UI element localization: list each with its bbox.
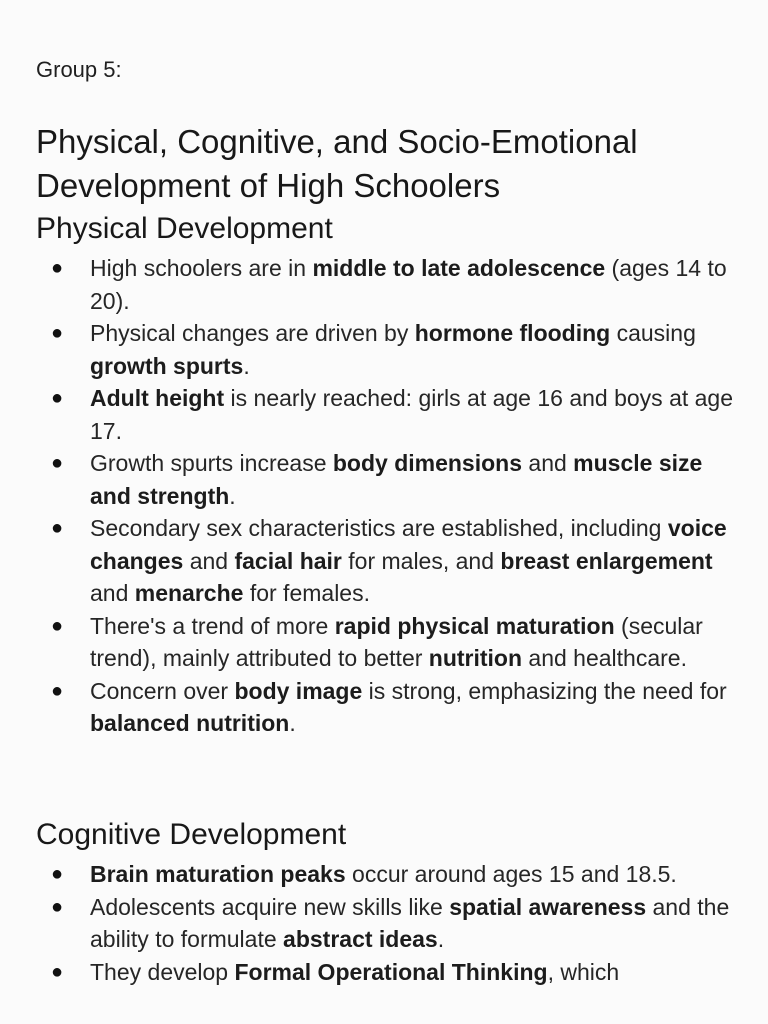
bold-term: muscle size and strength bbox=[90, 450, 703, 509]
bold-term: abstract ideas bbox=[283, 926, 438, 952]
body-text: (ages 14 to 20). bbox=[90, 255, 727, 314]
bold-term: balanced nutrition bbox=[90, 710, 290, 736]
body-text: , which bbox=[547, 958, 620, 985]
list-item bbox=[36, 610, 736, 675]
body-text: and the ability to formulate bbox=[90, 893, 730, 952]
list-item bbox=[36, 447, 736, 512]
bullet-dot-icon: ● bbox=[51, 679, 64, 702]
bold-term: body dimensions bbox=[332, 450, 523, 476]
body-text: There's a trend of more bbox=[90, 612, 335, 639]
body-text: . bbox=[229, 482, 236, 509]
body-text: High schoolers are in bbox=[90, 255, 313, 281]
section-heading-physical: Physical Development bbox=[36, 212, 333, 245]
bold-term: facial hair bbox=[234, 547, 342, 574]
bold-term: rapid physical maturation bbox=[334, 612, 615, 639]
bullet-dot-icon: ● bbox=[51, 257, 64, 279]
bullet-dot-icon: ● bbox=[51, 387, 64, 409]
bold-term: nutrition bbox=[428, 645, 523, 671]
bold-term: hormone flooding bbox=[414, 320, 611, 346]
body-text: Adolescents acquire new skills like bbox=[90, 893, 450, 920]
bullet-dot-icon: ● bbox=[51, 895, 64, 918]
body-text: Secondary sex characteristics are established, including bbox=[90, 515, 668, 541]
list-item bbox=[36, 252, 736, 317]
bold-term: Brain maturation peaks bbox=[90, 861, 346, 887]
bullet-dot-icon: ● bbox=[51, 863, 64, 885]
body-text: Growth spurts increase bbox=[90, 450, 333, 476]
body-text: Concern over bbox=[90, 677, 235, 704]
body-text: for males, and bbox=[341, 547, 501, 574]
body-text: and bbox=[183, 547, 235, 574]
list-item bbox=[36, 512, 736, 610]
cognitive-bullet-list bbox=[36, 858, 736, 988]
list-item bbox=[36, 382, 736, 447]
page-title: Physical, Cognitive, and Socio-Emotional Development of High Schoolers bbox=[36, 123, 638, 204]
body-text: and bbox=[522, 450, 574, 476]
body-text: occur around ages 15 and 18.5. bbox=[345, 861, 677, 887]
body-text: for females. bbox=[243, 580, 370, 606]
list-item bbox=[36, 858, 736, 891]
bullet-dot-icon: ● bbox=[51, 517, 64, 539]
bullet-dot-icon: ● bbox=[51, 452, 64, 474]
body-text: and healthcare. bbox=[522, 645, 687, 671]
body-text: causing bbox=[610, 320, 696, 346]
body-text: Physical changes are driven by bbox=[90, 320, 415, 346]
bullet-dot-icon: ● bbox=[51, 322, 64, 344]
bullet-dot-icon: ● bbox=[51, 960, 64, 983]
physical-bullet-list bbox=[36, 252, 736, 740]
bullet-dot-icon: ● bbox=[51, 614, 64, 637]
section-heading-cognitive: Cognitive Development bbox=[36, 818, 347, 851]
list-item bbox=[36, 675, 736, 740]
bold-term: menarche bbox=[134, 580, 244, 606]
body-text: . bbox=[243, 352, 250, 379]
list-item bbox=[36, 891, 736, 956]
bold-term: growth spurts bbox=[90, 352, 244, 379]
bold-term: body image bbox=[234, 677, 363, 704]
body-text: is strong, emphasizing the need for bbox=[362, 677, 727, 704]
body-text: . bbox=[437, 926, 445, 952]
group-label: Group 5: bbox=[36, 57, 122, 82]
body-text: . bbox=[289, 710, 296, 736]
bold-term: Formal Operational Thinking bbox=[234, 958, 548, 985]
body-text: and bbox=[90, 580, 135, 606]
body-text: is nearly reached: girls at age 16 and boys at age 17. bbox=[90, 385, 734, 444]
bold-term: Adult height bbox=[90, 385, 225, 411]
bold-term: middle to late adolescence bbox=[312, 255, 606, 281]
body-text: (secular trend), mainly attributed to better bbox=[90, 612, 703, 671]
list-item bbox=[36, 956, 736, 989]
list-item bbox=[36, 317, 736, 382]
bold-term: spatial awareness bbox=[449, 893, 647, 920]
bold-term: breast enlargement bbox=[500, 547, 713, 574]
body-text: They develop bbox=[90, 958, 235, 985]
bold-term: voice changes bbox=[90, 515, 727, 574]
